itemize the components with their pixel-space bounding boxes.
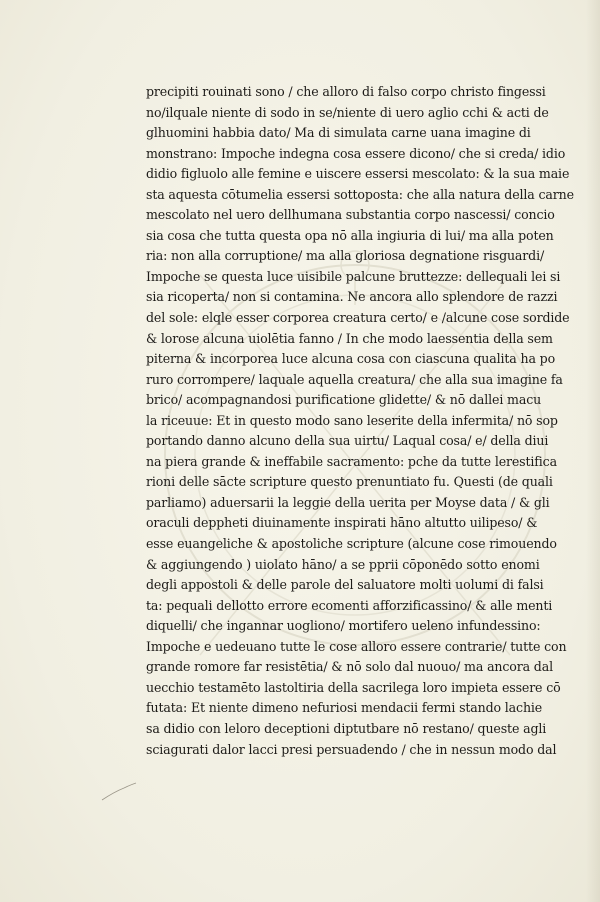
text-line: monstrano: Impoche indegna cosa essere dicono/ che si creda/ idio bbox=[146, 145, 566, 161]
text-line: la riceuue: Et in questo modo sano leserite della infermita/ nō sop bbox=[146, 412, 558, 428]
text-line: ria: non alla corruptione/ ma alla gloriosa degnatione risguardi/ bbox=[146, 248, 545, 264]
text-line: degli appostoli & delle parole del saluatore molti uolumi di falsi bbox=[146, 577, 544, 593]
text-line: piterna & incorporea luce alcuna cosa con ciascuna qualita ha po bbox=[146, 351, 556, 367]
body-text bbox=[146, 82, 578, 760]
text-line: glhuomini habbia dato/ Ma di simulata carne uana imagine di bbox=[146, 125, 531, 141]
text-line: uecchio testamēto lastoltiria della sacrilega loro impieta essere cō bbox=[146, 679, 561, 695]
text-line: parliamo) aduersarii la leggie della uerita per Moyse data / & gli bbox=[146, 494, 550, 510]
text-line: sia cosa che tutta questa opa nō alla ingiuria di lui/ ma alla poten bbox=[146, 227, 554, 243]
text-line: didio figluolo alle femine e uiscere essersi mescolato: & la sua maie bbox=[146, 166, 570, 182]
text-line: ruro corrompere/ laquale aquella creatura/ che alla sua imagine fa bbox=[146, 371, 563, 387]
text-line: precipiti rouinati sono / che alloro di falso corpo christo fingessi bbox=[146, 84, 546, 99]
text-line: & lorose alcuna uiolētia fanno / In che modo laessentia della sem bbox=[146, 330, 553, 346]
text-line: na piera grande & ineffabile sacramento: pche da tutte lerestifica bbox=[146, 453, 557, 469]
text-line: sta aquesta cōtumelia essersi sottoposta: che alla natura della carne bbox=[146, 186, 574, 202]
text-line: mescolato nel uero dellhumana substantia corpo nascessi/ concio bbox=[146, 207, 555, 223]
text-line: portando danno alcuno della sua uirtu/ Laqual cosa/ e/ della diui bbox=[146, 433, 549, 449]
text-line: oraculi deppheti diuinamente inspirati hāno altutto uilipeso/ & bbox=[146, 515, 538, 531]
page-gutter-shadow bbox=[586, 0, 600, 902]
text-line: sciagurati dalor lacci presi persuadendo / che in nessun modo dal bbox=[146, 741, 557, 757]
text-line: rioni delle sācte scripture questo prenuntiato fu. Questi (de quali bbox=[146, 474, 553, 490]
text-line: sia ricoperta/ non si contamina. Ne ancora allo splendore de razzi bbox=[146, 289, 558, 305]
text-line: & aggiungendo ) uiolato hāno/ a se pprii cōponēdo sotto enomi bbox=[146, 556, 540, 572]
pencil-mark bbox=[100, 782, 140, 804]
text-line: esse euangeliche & apostoliche scripture (alcune cose rimouendo bbox=[146, 536, 557, 552]
text-line: grande romore far resistētia/ & nō solo dal nuouo/ ma ancora dal bbox=[146, 659, 553, 675]
text-line: ta: pequali dellotto errore ecomenti afforzificassino/ & alle menti bbox=[146, 597, 553, 613]
text-line: Impoche se questa luce uisibile palcune bruttezze: dellequali lei si bbox=[146, 268, 561, 284]
text-line: brico/ acompagnandosi purificatione glidette/ & nō dallei macu bbox=[146, 392, 542, 408]
text-line: diquelli/ che ingannar uogliono/ mortifero ueleno infundessino: bbox=[146, 618, 541, 634]
text-line: futata: Et niente dimeno nefuriosi mendacii fermi stando lachie bbox=[146, 700, 543, 716]
text-line: no/ilquale niente di sodo in se/niente di uero aglio cchi & acti de bbox=[146, 104, 549, 120]
text-line: del sole: elqle esser corporea creatura certo/ e /alcune cose sordide bbox=[146, 310, 570, 326]
text-line: Impoche e uedeuano tutte le cose alloro essere contrarie/ tutte con bbox=[146, 638, 567, 654]
text-line: sa didio con leloro deceptioni diptutbare nō restano/ queste agli bbox=[146, 720, 547, 736]
